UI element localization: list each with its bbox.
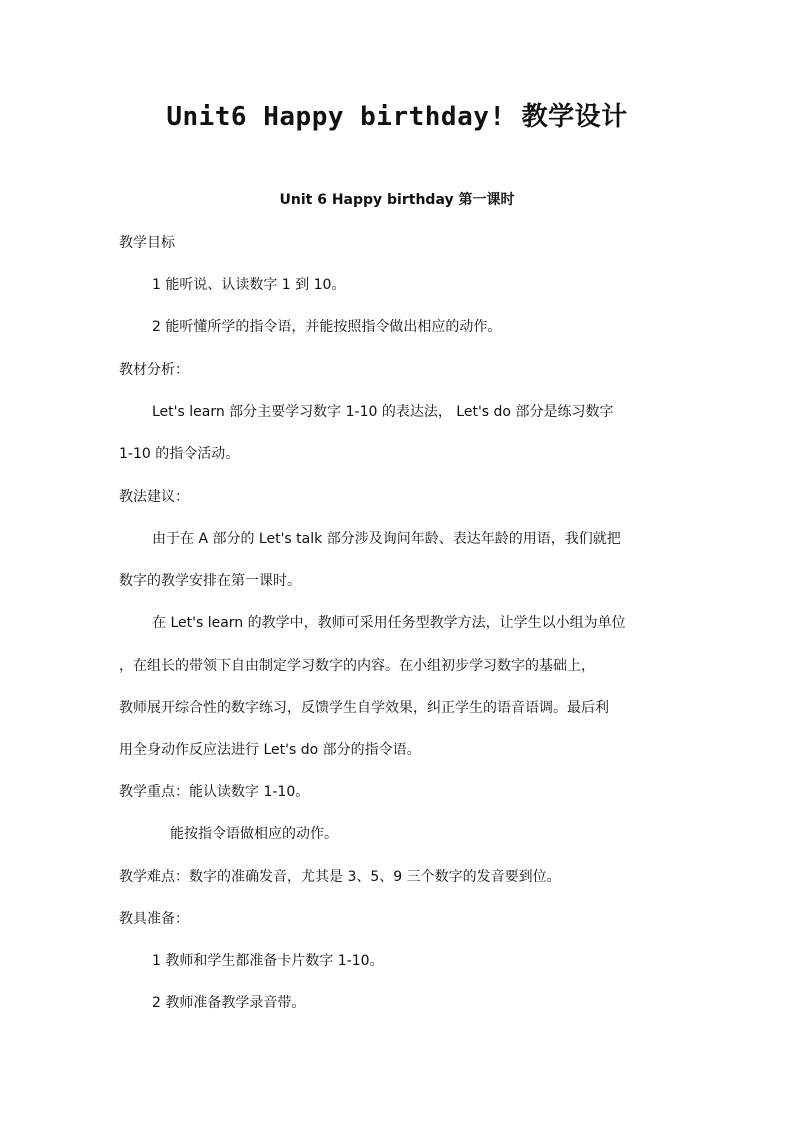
material-analysis-line-1: Let's learn 部分主要学习数字 1-10 的表达法， Let's do 部分是练习数字 xyxy=(152,404,614,420)
lesson-subtitle: Unit 6 Happy birthday 第一课时 xyxy=(279,192,515,208)
teaching-aid-1: 1 教师和学生都准备卡片数字 1-10。 xyxy=(152,953,384,969)
suggestion-para-1-line-1: 由于在 A 部分的 Let's talk 部分涉及询问年龄、表达年龄的用语，我们就把 xyxy=(152,531,621,547)
key-points: 教学重点：能认读数字 1-10。 xyxy=(119,784,310,800)
heading-objectives: 教学目标 xyxy=(119,235,175,251)
suggestion-para-2-line-3: 教师展开综合性的数字练习，反馈学生自学效果，纠正学生的语音语调。最后利 xyxy=(119,700,609,716)
heading-teaching-aids: 教具准备： xyxy=(119,911,189,927)
suggestion-para-2-line-2: ，在组长的带领下自由制定学习数字的内容。在小组初步学习数字的基础上， xyxy=(119,658,595,674)
teaching-aid-2: 2 教师准备教学录音带。 xyxy=(152,995,306,1011)
material-analysis-line-2: 1-10 的指令活动。 xyxy=(119,446,240,462)
document-title: Unit6 Happy birthday! 教学设计 xyxy=(166,102,628,132)
objective-2: 2 能听懂所学的指令语，并能按照指令做出相应的动作。 xyxy=(152,319,502,335)
difficult-points: 教学难点：数字的准确发音，尤其是 3、5、9 三个数字的发音要到位。 xyxy=(119,869,561,885)
heading-material-analysis: 教材分析： xyxy=(119,362,189,378)
suggestion-para-1-line-2: 数字的教学安排在第一课时。 xyxy=(119,573,301,589)
suggestion-para-2-line-4: 用全身动作反应法进行 Let's do 部分的指令语。 xyxy=(119,742,421,758)
objective-1: 1 能听说、认读数字 1 到 10。 xyxy=(152,277,346,293)
suggestion-para-2-line-1: 在 Let's learn 的教学中，教师可采用任务型教学方法，让学生以小组为单位 xyxy=(152,615,626,631)
key-points-continued: 能按指令语做相应的动作。 xyxy=(170,826,338,842)
heading-teaching-suggestions: 教法建议： xyxy=(119,489,189,505)
